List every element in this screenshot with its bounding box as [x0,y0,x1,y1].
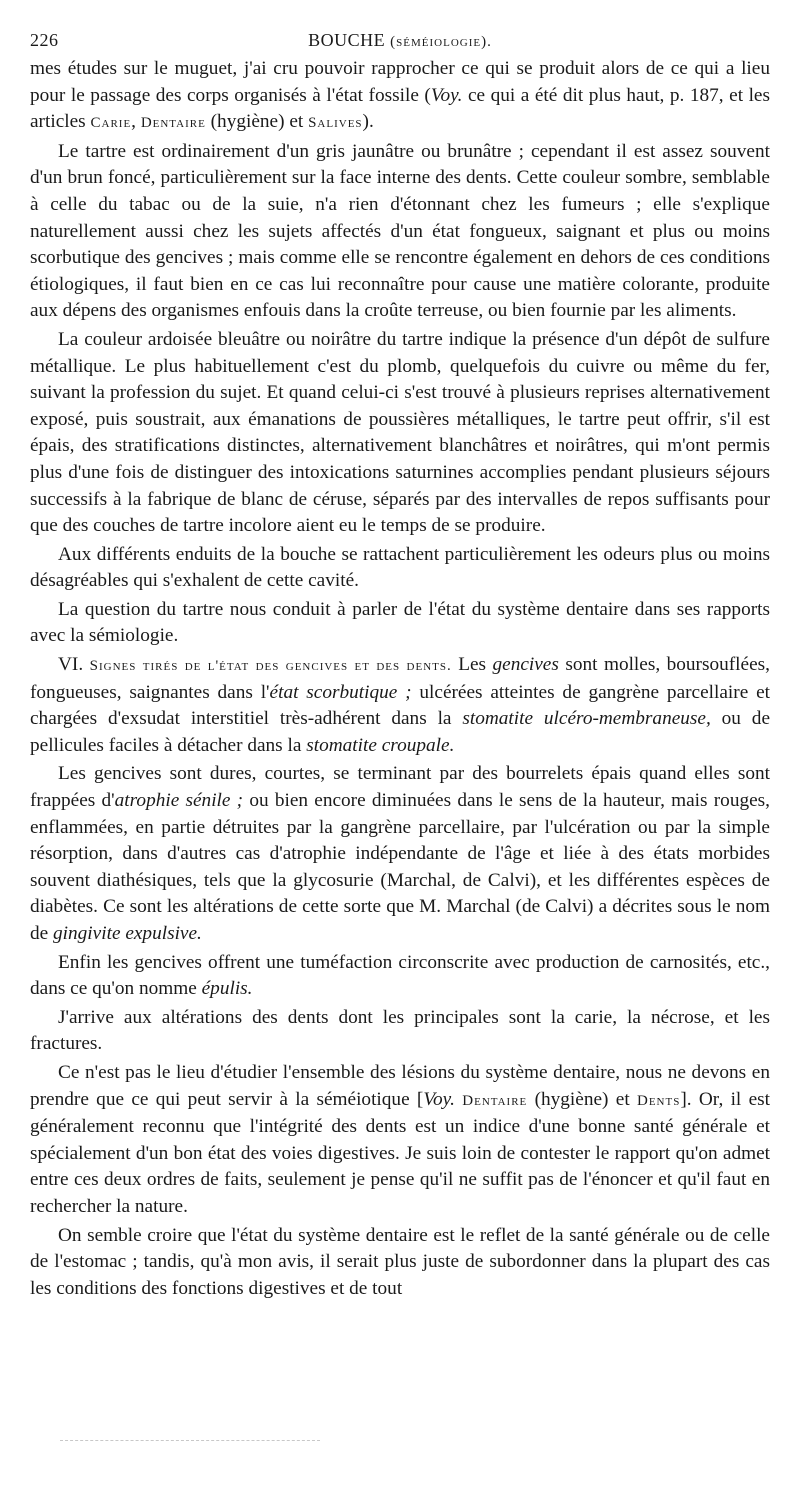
italic-text: gingivite expulsive. [53,923,202,944]
small-caps-text: Salives [308,115,363,132]
text-run: La question du tartre nous conduit à parler de l'état du système dentaire dans ses rapports avec la sémiologie. [30,598,770,647]
paragraph [30,1060,770,1221]
text-run: On semble croire que l'état du système dentaire est le reflet de la santé générale ou de celle de l'estomac ; tandis, qu'à mon avis, il serait plus juste de subordonner dans la plupart des cas les conditions des fonctions digestives et de tout [30,1224,770,1299]
text-run: Aux différents enduits de la bouche se rattachent particulièrement les odeurs plus ou moins désagréables qui s'exhalent de cette cavité. [30,543,770,592]
paragraph [30,950,770,1003]
text-run: mes études sur le muguet, j'ai cru pouvoir rapprocher ce qui se produit alors de ce qui a lieu pour le passage des corps organisés à l'état fossile ( [30,58,770,106]
paragraph [30,327,770,540]
small-caps-text: Dentaire [140,115,206,132]
paragraph [30,139,770,325]
text-run: ). [362,111,374,133]
italic-text: état scorbutique ; [269,681,412,703]
text-run: ou de pellicules faciles à détacher dans la [30,708,771,756]
page-number: 226 [30,30,59,50]
paragraph [30,597,770,650]
paragraph [30,542,770,595]
text-run: VI. [58,654,90,676]
text-run: Ce n'est pas le lieu d'étudier l'ensemble des lésions du système dentaire, nous ne devons en prendre que ce qui peut servir à la séméiotique [ [30,1061,770,1110]
italic-text: atrophie sénile ; [114,790,244,812]
running-title-subtitle: (séméiologie). [390,34,492,50]
text-run: Les [451,654,493,676]
text-run: ]. Or, il est généralement reconnu que l'intégrité des dents est un indice d'une bonne santé générale et spécialement d'un bon état des voies digestives. Je suis loin de contester le rapport qu'on admet entre ces deux ordres de faits, seulement je pense qu'il ne suffit pas de l'énoncer et qu'il faut en rechercher la nature. [30,1088,770,1217]
text-run: (hygiène) et [527,1088,637,1110]
running-head [30,30,770,56]
italic-text: gencives [492,654,559,676]
paragraph [30,1005,770,1058]
italic-text: stomatite ulcéro-membraneuse, [462,708,711,730]
text-run: ulcérées atteintes de gangrène parcellaire et chargées d'exsudat interstitiel très-adhérent dans la [30,681,771,730]
paragraph [30,761,770,947]
paragraph [30,1223,770,1303]
small-caps-text: Signes tirés de l'état des gencives et des dents. [89,658,452,675]
text-run: Les gencives sont dures, courtes, se terminant par des bourrelets épais quand elles sont frappées d' [30,763,770,812]
text-run: (hygiène) et [205,111,309,133]
paragraph [30,652,770,759]
text-run: , [131,111,141,133]
text-run: Enfin les gencives offrent une tuméfaction circonscrite avec production de carnosités, etc., dans ce qu'on nomme [30,951,770,1000]
text-run: ce qui a été dit plus haut, p. 187, et les articles [30,84,770,133]
footer-rule [60,1440,320,1441]
small-caps-text: Dentaire [462,1092,528,1109]
text-run: La couleur ardoisée bleuâtre ou noirâtre du tartre indique la présence d'un dépôt de sulfure métallique. Le plus habituellement c'est du plomb, quelquefois du cuivre ou même du fer, suivant la profession du sujet. Et quand celui-ci s'est trouvé à plusieurs reprises alternativement exposé, puis soustrait, aux émanations de poussières métalliques, le tartre peut offrir, s'il est épais, des stratifications distinctes, alternativement blanchâtres et noirâtres, qui m'ont permis plus d'une fois de distinguer des intoxications saturnines accomplies pendant plusieurs séjours successifs à la fabrique de blanc de céruse, séparés par des intervalles de repos suffisants pour que des couches de tartre incolore aient eu le temps de se produire. [30,328,770,537]
italic-text: épulis. [201,978,253,1000]
text-run: sont molles, boursouflées, fongueuses, saignantes dans l' [30,654,770,703]
italic-text: stomatite croupale. [306,734,455,756]
italic-text: Voy. [423,1088,455,1110]
body-text [30,56,770,1302]
small-caps-text: Dents [636,1092,681,1109]
text-run: ou bien encore diminuées dans le sens de la hauteur, mais rouges, enflammées, en partie détruites par la gangrène parcellaire, par l'ulcération ou par la simple résorption, dans d'autres cas d'atrophie indépendante de l'âge et liée à des états morbides souvent diathésiques, tels que la glycosurie (Marchal, de Calvi), et les différentes espèces de diabètes. Ce sont les altérations de cette sorte que M. Marchal (de Calvi) a décrites sous le nom de [30,790,770,944]
paragraph [30,56,770,137]
italic-text: Voy. [430,84,463,106]
text-run: J'arrive aux altérations des dents dont les principales sont la carie, la nécrose, et les fractures. [30,1006,770,1055]
running-title-main: BOUCHE [308,30,386,50]
running-title [30,30,770,51]
text-run: Le tartre est ordinairement d'un gris jaunâtre ou brunâtre ; cependant il est assez souvent d'un brun foncé, particulièrement sur la face interne des dents. Cette couleur sombre, semblable à celle du tabac ou de la suie, n'a rien d'étonnant chez les fumeurs ; elle s'explique naturellement aussi chez les sujets affectés d'un état fongueux, saignant et plus ou moins scorbutique des gencives ; mais comme elle se rencontre également en dehors de ces conditions étiologiques, il faut bien en ce cas lui reconnaître pour cause une matière colorante, produite aux dépens des organismes enfouis dans la croûte terreuse, ou bien fournie par les aliments. [30,140,770,322]
small-caps-text: Carie [90,115,132,132]
page [30,30,770,1302]
